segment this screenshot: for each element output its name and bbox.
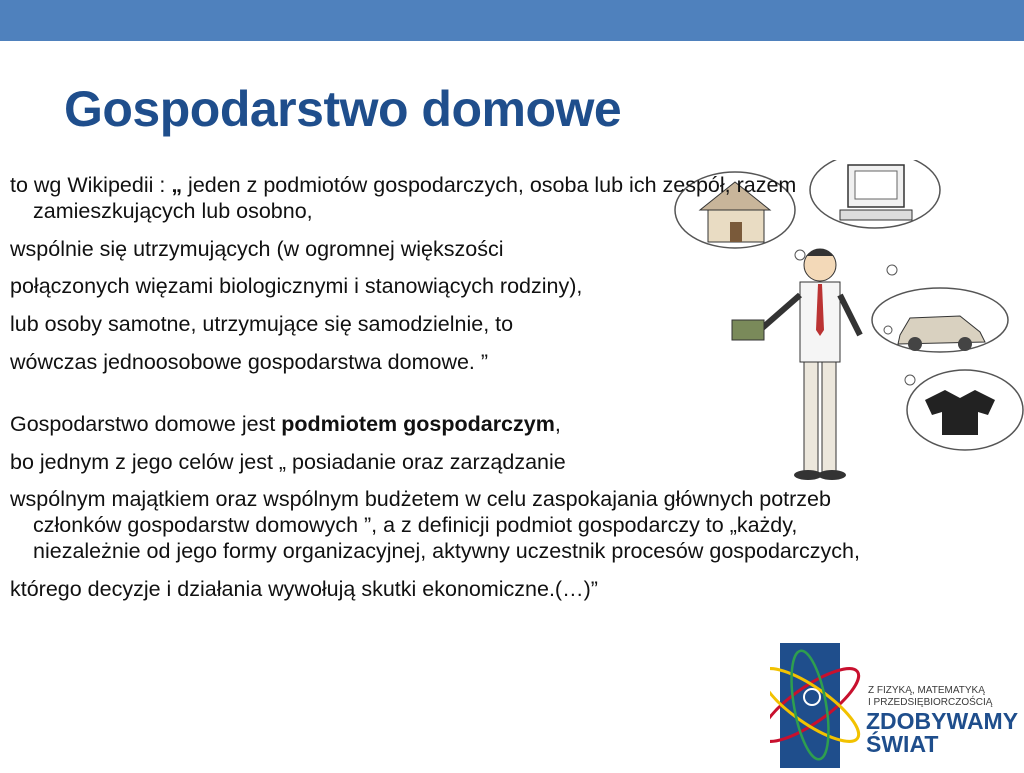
top-accent-bar: [0, 0, 1024, 41]
logo-tagline: Z FIZYKĄ, MATEMATYKĄ I PRZEDSIĘBIORCZOŚCIĄ: [868, 685, 993, 708]
project-logo: [770, 625, 1024, 768]
goals-continued-line: wspólnym majątkiem oraz wspólnym budżetem w celu zaspokajania głównych potrzeb członków gospodarstw domowych ”, a z definicji podmiot gospodarczy to „każdy, niezależnie od jego formy organizacyjnej, aktywny uczestnik procesów gospodarczych,: [10, 487, 860, 563]
wikipedia-definition-line: to wg Wikipedii : „ jeden z podmiotów gospodarczych, osoba lub ich zespół, razem zamieszkujących lub osobno,: [10, 173, 797, 223]
definition-line-2: wspólnie się utrzymujących (w ogromnej większości: [10, 236, 504, 261]
definition-line-4: lub osoby samotne, utrzymujące się samodzielnie, to: [10, 312, 514, 337]
definition-line-5: wówczas jednoosobowe gospodarstwa domowe. ”: [10, 349, 489, 374]
economic-entity-line: Gospodarstwo domowe jest podmiotem gospodarczym,: [10, 411, 561, 436]
slide-title: Gospodarstwo domowe: [64, 81, 622, 137]
body-text: [10, 173, 880, 615]
paragraph-spacer: [10, 388, 880, 412]
definition-line-3: połączonych więzami biologicznymi i stanowiących rodziny),: [10, 274, 583, 299]
decisions-line: którego decyzje i działania wywołują skutki ekonomiczne.(…)”: [10, 576, 598, 601]
goals-line: bo jednym z jego celów jest „ posiadanie oraz zarządzanie: [10, 449, 566, 474]
logo-name: ZDOBYWAMY ŚWIAT: [866, 708, 1019, 757]
